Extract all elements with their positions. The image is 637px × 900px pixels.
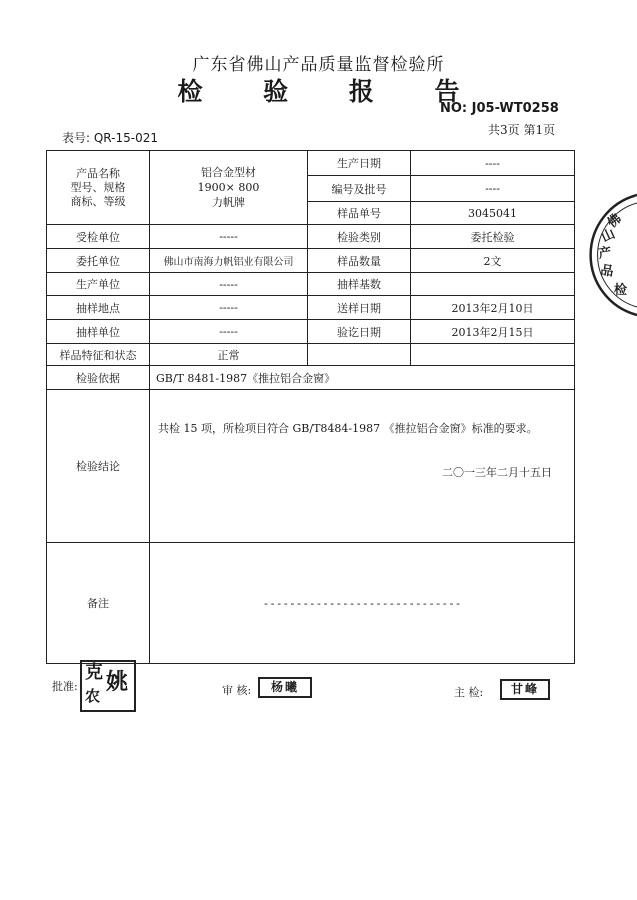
remarks-label: 备注 bbox=[47, 543, 150, 664]
serial-batch-value: ---- bbox=[411, 176, 575, 202]
sample-no-value: 3045041 bbox=[411, 202, 575, 225]
product-name-value: 铝合金型材 bbox=[201, 166, 256, 179]
client-value: 佛山市南海力帆铝业有限公司 bbox=[150, 249, 308, 273]
product-label-cell bbox=[47, 151, 150, 225]
approve-label: 批准: bbox=[52, 680, 78, 693]
approver-signature-stamp bbox=[80, 660, 136, 712]
brand-value: 力帆牌 bbox=[212, 196, 245, 209]
reviewer-signature: 杨曦 bbox=[258, 677, 312, 698]
inspected-unit-value: ----- bbox=[150, 225, 308, 249]
model-spec-value: 1900× 800 bbox=[197, 181, 260, 194]
seal-char: 产 bbox=[597, 245, 613, 262]
delivery-date-value: 2013年2月10日 bbox=[411, 296, 575, 320]
report-number: NO: J05-WT0258 bbox=[440, 101, 559, 116]
serial-batch-label: 编号及批号 bbox=[308, 176, 411, 202]
inspector-signature: 甘峰 bbox=[500, 679, 550, 700]
basis-value: GB/T 8481-1987《推拉铝合金窗》 bbox=[150, 366, 575, 390]
remarks-dashes: ------------------------------ bbox=[262, 596, 462, 610]
approver-char: 姚 bbox=[106, 669, 129, 695]
inspected-unit-label: 受检单位 bbox=[47, 225, 150, 249]
seal-char: 山 bbox=[599, 226, 618, 246]
sampling-base-label: 抽样基数 bbox=[308, 273, 411, 296]
form-number: 表号: QR-15-021 bbox=[62, 131, 158, 145]
inspection-type-value: 委托检验 bbox=[411, 225, 575, 249]
client-label: 委托单位 bbox=[47, 249, 150, 273]
empty-cell bbox=[411, 344, 575, 366]
page-info: 共3页 第1页 bbox=[488, 123, 556, 137]
production-date-label: 生产日期 bbox=[308, 151, 411, 176]
conclusion-text: 共检 15 项，所检项目符合 GB/T8484-1987 《推拉铝合金窗》标准的要求。 bbox=[158, 422, 538, 435]
sampling-unit-label: 抽样单位 bbox=[47, 320, 150, 344]
seal-char: 检 bbox=[614, 283, 628, 298]
sample-qty-value: 2文 bbox=[411, 249, 575, 273]
completion-date-value: 2013年2月15日 bbox=[411, 320, 575, 344]
seal-char: 佛 bbox=[604, 211, 625, 232]
product-name-label: 产品名称 bbox=[76, 166, 120, 180]
sampling-base-value bbox=[411, 273, 575, 296]
inspector-label: 主 检: bbox=[454, 686, 484, 699]
production-date-value: ---- bbox=[411, 151, 575, 176]
seal-char: 品 bbox=[599, 263, 615, 280]
approver-char: 农 bbox=[85, 687, 101, 705]
report-table bbox=[46, 150, 575, 664]
remarks-value bbox=[150, 543, 575, 664]
sampling-unit-value: ----- bbox=[150, 320, 308, 344]
review-label: 审 核: bbox=[222, 684, 252, 697]
empty-cell bbox=[308, 344, 411, 366]
approver-char: 克 bbox=[85, 662, 103, 683]
delivery-date-label: 送样日期 bbox=[308, 296, 411, 320]
sample-state-label: 样品特征和状态 bbox=[47, 344, 150, 366]
official-seal-icon bbox=[580, 190, 637, 320]
conclusion-label: 检验结论 bbox=[47, 390, 150, 543]
basis-label: 检验依据 bbox=[47, 366, 150, 390]
sample-qty-label: 样品数量 bbox=[308, 249, 411, 273]
org-title: 广东省佛山产品质量监督检验所 bbox=[192, 55, 445, 75]
model-spec-label: 型号、规格 bbox=[70, 180, 126, 194]
producer-label: 生产单位 bbox=[47, 273, 150, 296]
sampling-site-value: ----- bbox=[150, 296, 308, 320]
sample-state-value: 正常 bbox=[150, 344, 308, 366]
sampling-site-label: 抽样地点 bbox=[47, 296, 150, 320]
conclusion-cell bbox=[150, 390, 575, 543]
producer-value: ----- bbox=[150, 273, 308, 296]
report-title: 检 验 报 告 bbox=[177, 77, 486, 106]
sample-no-label: 样品单号 bbox=[308, 202, 411, 225]
brand-grade-label: 商标、等级 bbox=[70, 194, 126, 208]
inspection-type-label: 检验类别 bbox=[308, 225, 411, 249]
product-value-cell bbox=[150, 151, 308, 225]
completion-date-label: 验讫日期 bbox=[308, 320, 411, 344]
conclusion-date: 二〇一三年二月十五日 bbox=[442, 466, 552, 479]
